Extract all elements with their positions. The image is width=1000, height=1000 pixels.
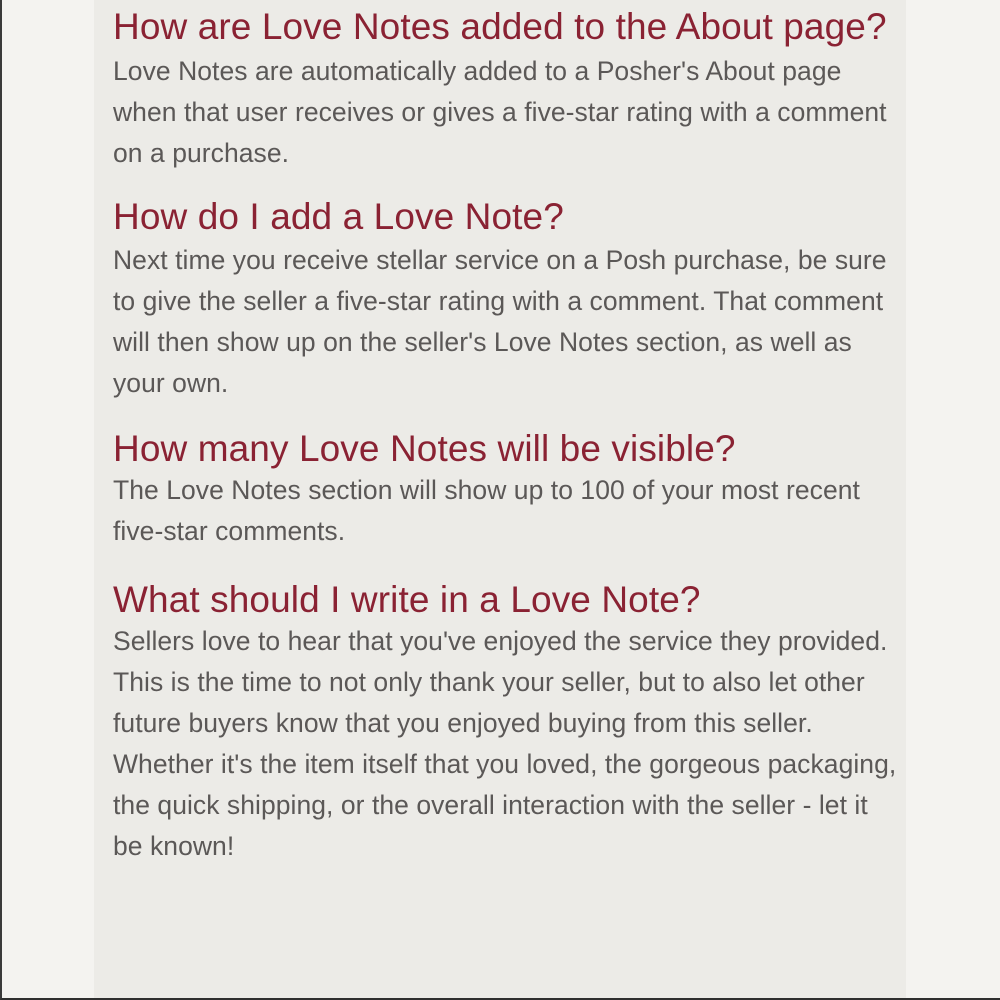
- faq-answer: The Love Notes section will show up to 100 of your most recent five-star comments.: [113, 475, 860, 546]
- faq-question: How many Love Notes will be visible?: [113, 428, 736, 469]
- faq-item: [113, 571, 903, 867]
- faq-answer: Sellers love to hear that you've enjoyed the service they provided. This is the time to not only thank your seller, but to also let other future buyers know that you enjoyed buying from this seller. Whether it's the item itself that you loved, the gorgeous packaging, the quick shipping, or the overall interaction with the seller - let it be known!: [113, 626, 897, 861]
- faq-item: [113, 188, 903, 404]
- faq-question: What should I write in a Love Note?: [113, 579, 701, 620]
- faq-item: [113, 420, 903, 552]
- faq-answer: Next time you receive stellar service on a Posh purchase, be sure to give the seller a five-star rating with a comment. That comment will then show up on the seller's Love Notes section, as well as your own.: [113, 245, 887, 398]
- faq-item: [113, 0, 903, 174]
- faq-list: [113, 0, 903, 867]
- faq-question: How are Love Notes added to the About page?: [113, 6, 887, 47]
- faq-question: How do I add a Love Note?: [113, 196, 564, 237]
- faq-answer: Love Notes are automatically added to a Posher's About page when that user receives or gives a five-star rating with a comment on a purchase.: [113, 56, 887, 168]
